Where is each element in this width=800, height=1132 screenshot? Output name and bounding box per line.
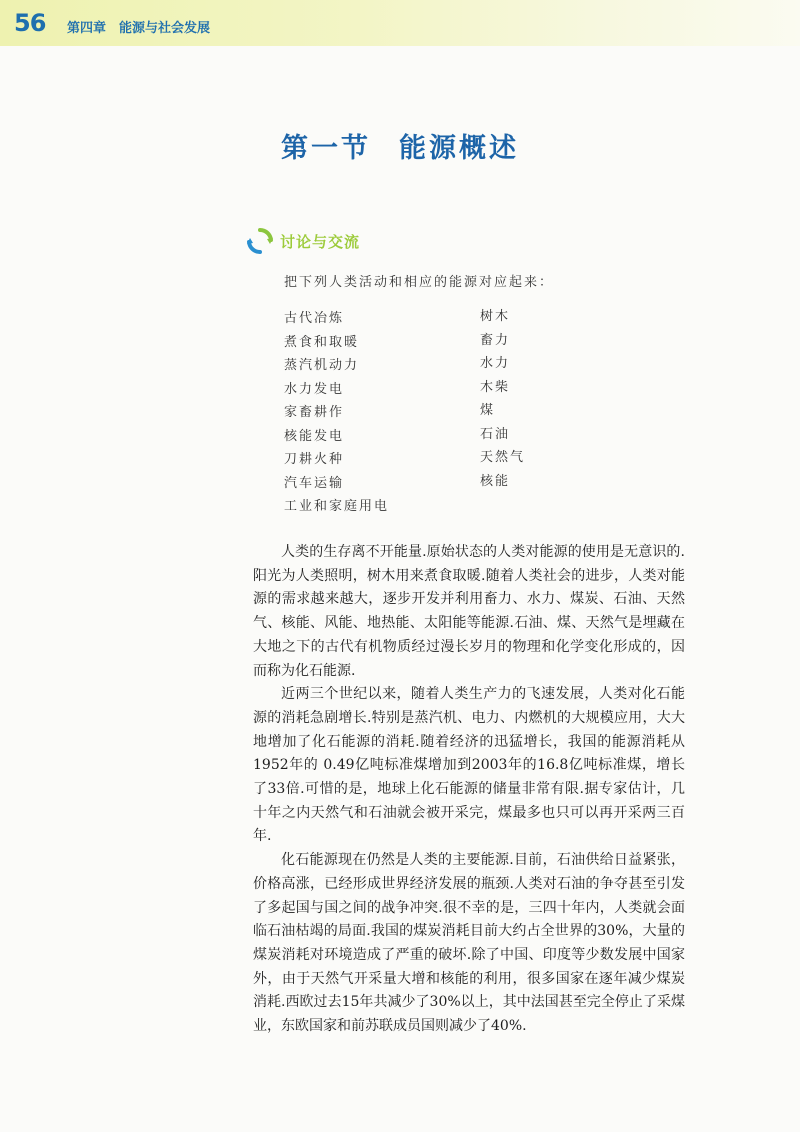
energy-source-item: 核能 [480, 473, 511, 489]
activity-item: 核能发电 [284, 428, 345, 444]
energy-source-item: 天然气 [480, 450, 526, 465]
paragraph: 近两三个世纪以来，随着人类生产力的飞速发展，人类对化石能源的消耗急剧增长.特别是蒸汽机、电力、内燃机的大规模应用，大大地增加了化石能源的消耗.随着经济的迅猛增长，我国的能源消耗从1952年的 0.49亿吨标准煤增加到2003年的16.8亿吨标准煤，增长了33倍.可惜的是，地球上化石能源的储量非常有限.据专家估计，几十年之内天然气和石油就会被开采完，煤最多也只可以再开采两三百年. [253, 686, 685, 845]
energy-source-item: 煤 [480, 403, 496, 418]
activity-item: 古代冶炼 [284, 311, 345, 326]
discussion-prompt: 把下列人类活动和相应的能源对应起来： [284, 275, 555, 290]
page-number: 56 [14, 9, 46, 37]
activity-item: 汽车运输 [284, 475, 345, 491]
activity-item: 煮食和取暖 [284, 334, 360, 350]
discussion-header [246, 226, 360, 256]
section-number: 第一节 [281, 133, 371, 164]
energy-source-item: 石油 [480, 426, 511, 442]
energy-source-list [480, 305, 525, 493]
activity-item: 工业和家庭用电 [284, 499, 390, 514]
energy-source-item: 畜力 [480, 332, 511, 348]
section-heading [0, 126, 800, 165]
activity-item: 刀耕火种 [284, 452, 345, 467]
activity-item: 水力发电 [284, 381, 345, 397]
activity-list [284, 307, 389, 519]
activity-item: 家畜耕作 [284, 405, 345, 420]
body-text [253, 541, 685, 1039]
energy-source-item: 树木 [480, 309, 511, 324]
recycle-arrows-icon [246, 227, 274, 255]
energy-source-item: 水力 [480, 356, 511, 371]
paragraph: 人类的生存离不开能量.原始状态的人类对能源的使用是无意识的.阳光为人类照明，树木用来煮食取暖.随着人类社会的进步，人类对能源的需求越来越大，逐步开发并利用畜力、水力、煤炭、石油、天然气、核能、风能、地热能、太阳能等能源.石油、煤、天然气是埋藏在大地之下的古代有机物质经过漫长岁月的物理和化学变化形成的，因而称为化石能源. [253, 544, 685, 679]
section-title: 能源概述 [399, 133, 519, 164]
energy-source-item: 木柴 [480, 379, 511, 395]
discussion-label: 讨论与交流 [280, 232, 361, 251]
chapter-title: 第四章 能源与社会发展 [67, 21, 211, 36]
activity-item: 蒸汽机动力 [284, 358, 360, 373]
paragraph: 化石能源现在仍然是人类的主要能源.目前，石油供给日益紧张，价格高涨，已经形成世界经济发展的瓶颈.人类对石油的争夺甚至引发了多起国与国之间的战争冲突.很不幸的是，三四十年内，人类就会面临石油枯竭的局面.我国的煤炭消耗目前大约占全世界的30%，大量的煤炭消耗对环境造成了严重的破坏.除了中国、印度等少数发展中国家外，由于天然气开采量大增和核能的利用，很多国家在逐年减少煤炭消耗.西欧过去15年共减少了30%以上，其中法国甚至完全停止了采煤业，东欧国家和前苏联成员国则减少了40%. [253, 852, 685, 1035]
